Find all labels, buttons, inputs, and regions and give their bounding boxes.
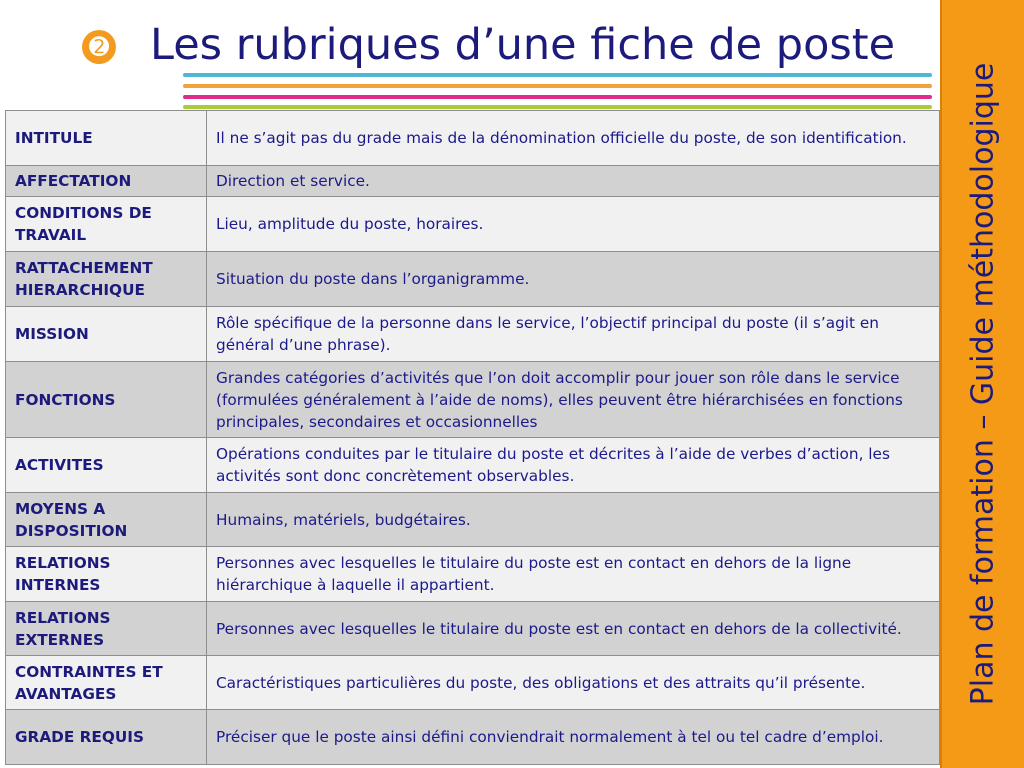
row-label: CONTRAINTES ET AVANTAGES <box>6 656 207 710</box>
row-label: RATTACHEMENT HIERARCHIQUE <box>6 252 207 307</box>
decorative-stripe-orange <box>183 84 932 88</box>
table-row <box>6 362 940 438</box>
row-label: MOYENS A DISPOSITION <box>6 493 207 547</box>
row-label: MISSION <box>6 307 207 362</box>
side-banner-text: Plan de formation – Guide méthodologique <box>965 62 1001 706</box>
row-description: Caractéristiques particulières du poste, des obligations et des attraits qu’il présente. <box>207 656 940 710</box>
table-row <box>6 656 940 710</box>
decorative-stripe-pink <box>183 95 932 99</box>
row-description: Humains, matériels, budgétaires. <box>207 493 940 547</box>
decorative-stripe-green <box>183 105 932 109</box>
row-description: Situation du poste dans l’organigramme. <box>207 252 940 307</box>
row-description: Il ne s’agit pas du grade mais de la dénomination officielle du poste, de son identification. <box>207 111 940 166</box>
table-row <box>6 111 940 166</box>
number-two-icon: ➋ <box>82 30 116 64</box>
row-label: CONDITIONS DE TRAVAIL <box>6 197 207 252</box>
table-row <box>6 710 940 765</box>
row-label: RELATIONS INTERNES <box>6 547 207 602</box>
table-row <box>6 493 940 547</box>
row-description: Direction et service. <box>207 166 940 197</box>
table-row <box>6 438 940 493</box>
row-description: Lieu, amplitude du poste, horaires. <box>207 197 940 252</box>
row-label: RELATIONS EXTERNES <box>6 602 207 656</box>
page-title: Les rubriques d’une fiche de poste <box>150 20 896 70</box>
slide-header <box>82 18 942 78</box>
table-row <box>6 547 940 602</box>
row-label: FONCTIONS <box>6 362 207 438</box>
row-label: GRADE REQUIS <box>6 710 207 765</box>
row-description: Grandes catégories d’activités que l’on doit accomplir pour jouer son rôle dans le service (formulées généralement à l’aide de noms), elles peuvent être hiérarchisées en fonctions principales, secondaires et occasionnelles <box>207 362 940 438</box>
row-description: Opérations conduites par le titulaire du poste et décrites à l’aide de verbes d’action, les activités sont donc concrètement observables. <box>207 438 940 493</box>
row-label: ACTIVITES <box>6 438 207 493</box>
fiche-de-poste-table <box>5 110 940 765</box>
row-description: Préciser que le poste ainsi défini conviendrait normalement à tel ou tel cadre d’emploi. <box>207 710 940 765</box>
table-row <box>6 602 940 656</box>
table-row <box>6 197 940 252</box>
table-row <box>6 166 940 197</box>
row-description: Personnes avec lesquelles le titulaire du poste est en contact en dehors de la collectivité. <box>207 602 940 656</box>
side-banner <box>940 0 1024 768</box>
table-row <box>6 307 940 362</box>
table-row <box>6 252 940 307</box>
row-label: AFFECTATION <box>6 166 207 197</box>
row-description: Personnes avec lesquelles le titulaire du poste est en contact en dehors de la ligne hiérarchique à laquelle il appartient. <box>207 547 940 602</box>
decorative-stripe-blue <box>183 73 932 77</box>
row-label: INTITULE <box>6 111 207 166</box>
row-description: Rôle spécifique de la personne dans le service, l’objectif principal du poste (il s’agit en général d’une phrase). <box>207 307 940 362</box>
